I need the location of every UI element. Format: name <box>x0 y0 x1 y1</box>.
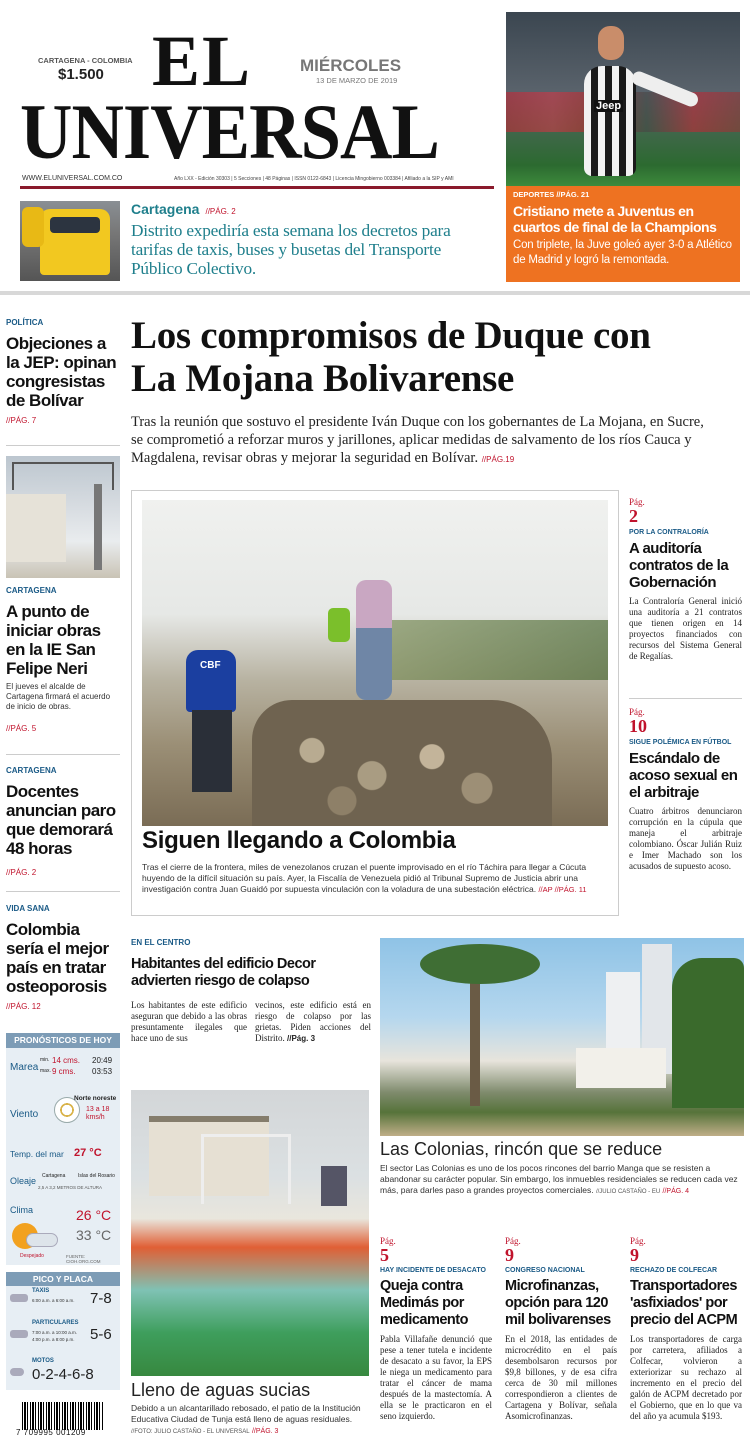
issue-day: MIÉRCOLES <box>300 56 402 75</box>
right-divider <box>629 698 742 699</box>
bottom-headline: Queja contra Medimás por medicamento <box>380 1278 468 1328</box>
right-page-number: 10 <box>629 716 647 736</box>
photo-story-caption <box>142 862 608 895</box>
masthead-title-el: EL <box>152 21 253 101</box>
weather-source: FUENTE: CIOH.ORG.COM <box>66 1254 101 1264</box>
taxis-photo[interactable] <box>20 201 120 281</box>
shirt-logo: CBF <box>200 660 221 671</box>
sidebar-story-osteoporosis[interactable] <box>6 904 120 1011</box>
right-page-label: Pág. <box>629 497 645 507</box>
right-headline: Escándalo de acoso sexual en el arbitraje <box>629 750 738 801</box>
photo-story-headline[interactable]: Siguen llegando a Colombia <box>142 827 456 854</box>
moto-icon <box>10 1368 24 1376</box>
issue-date: 13 DE MARZO DE 2019 <box>316 76 398 85</box>
waves-place-a: Cartagena <box>42 1173 66 1179</box>
taxi-icon <box>10 1294 28 1302</box>
bottom-kicker: HAY INCIDENTE DE DESACATO <box>380 1267 486 1274</box>
taxi-window <box>50 217 100 233</box>
sea-temp-row <box>6 1147 120 1163</box>
pico-particulares-times2: 4:00 p.m. a 8:00 p.m. <box>32 1337 75 1342</box>
aguas-photo[interactable] <box>131 1090 369 1376</box>
bottom-page-label: Pág. <box>505 1236 521 1246</box>
colonias-photo[interactable] <box>380 938 744 1136</box>
sidebar-headline: Objeciones a la JEP: opinan congresistas de Bolívar <box>6 334 117 410</box>
sidebar-story-jep[interactable] <box>6 318 120 425</box>
main-headline[interactable]: Los compromisos de Duque con La Mojana Bolivarense <box>131 314 651 400</box>
weather-title: PRONÓSTICOS DE HOY <box>6 1033 120 1048</box>
masthead-rule <box>20 186 494 189</box>
decor-text-right <box>255 1000 371 1044</box>
people <box>321 1166 347 1206</box>
colonias-credit: //JULIO CASTAÑO - EU <box>595 1189 661 1195</box>
sidebar-page: //PÁG. 12 <box>6 1002 41 1011</box>
palm-leaves <box>420 944 540 984</box>
pico-particulares-digits: 5-6 <box>90 1326 112 1343</box>
sidebar-page: //PÁG. 7 <box>6 416 37 425</box>
tide-max-label: max. <box>40 1068 51 1074</box>
colonias-caption <box>380 1163 744 1198</box>
masthead-title-universal: UNIVERSAL <box>20 88 439 175</box>
bottom-text: Pabla Villafañe denunció que pese a tener tutela e incidente de desacato a su favor, la EPS le niega un medicamento para tratar el cáncer de mama después de la mastectomía. A ella se le practicaron en el seno izquierdo. <box>380 1334 492 1421</box>
colonias-page: //PÁG. 4 <box>662 1188 690 1195</box>
waves-label: Oleaje <box>10 1176 37 1186</box>
right-kicker: POR LA CONTRALORÍA <box>629 529 709 536</box>
sidebar-page: //PÁG. 2 <box>6 868 37 877</box>
photo-story-caption-text: Tras el cierre de la frontera, miles de venezolanos cruzan el puente improvisado en el río Táchira para llegar a Cúcuta huyendo de la difícil situación su país. Ayer, la Fiscalía de Venezuela pidió al Tribunal Supremo de Justicia abrir una investigación contra Juan Guaidó por supuesta vinculación con la voladura de una subestación eléctrica. <box>142 862 587 894</box>
aguas-credit: //FOTO: JULIO CASTAÑO - EL UNIVERSAL <box>131 1429 250 1435</box>
right-page-number: 2 <box>629 506 638 526</box>
sidebar <box>6 318 120 1438</box>
pico-particulares-times1: 7:00 a.m. a 10:00 a.m. <box>32 1330 78 1335</box>
waves-heights: 2,5 A 3,2 METROS DE ALTURA <box>38 1185 102 1190</box>
tide-label: Marea <box>10 1062 39 1073</box>
jersey-sponsor: Jeep <box>596 100 622 112</box>
column <box>94 484 102 570</box>
climate-max: 26 °C <box>76 1207 112 1223</box>
waves-row <box>6 1170 120 1196</box>
bottom-headline: Transportadores 'asfixiados' por precio del ACPM <box>630 1278 738 1328</box>
promo-text: Con triplete, la Juve goleó ayer 3-0 a Atlético de Madrid y logró la remontada. <box>513 239 732 266</box>
issue-info: Año LXX - Edición 30303 | 5 Secciones | 48 Páginas | ISSN 0122-6843 | Licencia Mingobierno 003384 | Afiliado a la SIP y AMI <box>174 176 454 182</box>
aguas-headline[interactable]: Lleno de aguas sucias <box>131 1380 311 1400</box>
sidebar-story-docentes[interactable] <box>6 766 120 877</box>
top-story[interactable] <box>131 201 495 285</box>
riverbank <box>392 620 608 680</box>
bottom-story-medimas[interactable] <box>380 1236 492 1422</box>
right-story-arbitraje[interactable] <box>629 707 742 872</box>
top-story-page: //PÁG. 2 <box>205 207 236 216</box>
promo-photo[interactable] <box>506 12 740 186</box>
wind-direction: Norte noreste <box>74 1095 117 1102</box>
bottom-text: En el 2018, las entidades de microcrédito en el país desembolsaron recursos por $9,8 billones, y de esa cifra cerca de 30 mil millones correspondieron a clientes de Cartagena y Bolívar, señala Asomicrofinanzas. <box>505 1334 617 1421</box>
sidebar-page: //PÁG. 5 <box>6 724 37 733</box>
pico-placa-title: PICO Y PLACA <box>6 1272 120 1286</box>
pico-taxis-times: 6:00 a.m. a 6:00 a.m. <box>32 1298 75 1303</box>
house <box>576 1048 666 1088</box>
right-text: Cuatro árbitros denunciaron corrupción en la cúpula que maneja el arbitraje colombiano. Óscar Julián Ruiz e Imer Machado son los acusados de supuesto acoso. <box>629 806 742 871</box>
main-deck-text: Tras la reunión que sostuvo el presidente Iván Duque con los gobernantes de La Mojana, en Sucre, se comprometió a reforzar muros y jarillones, aplicar medidas de salvamento de los ríos Cauca y Magdalena, revisar obras y mejorar la seguridad en Bolívar. <box>131 414 704 466</box>
pico-motos-digits: 0-2-4-6-8 <box>32 1366 94 1383</box>
tide-min-value: 14 cms. <box>52 1056 81 1065</box>
main-deck <box>131 413 711 469</box>
colonias-headline[interactable]: Las Colonias, rincón que se reduce <box>380 1139 663 1159</box>
decor-page: //Pág. 3 <box>287 1034 316 1043</box>
cloud-shape <box>26 1233 58 1247</box>
wall <box>6 494 66 562</box>
sidebar-kicker: POLÍTICA <box>6 318 44 327</box>
main-deck-page[interactable]: //PÁG.19 <box>481 455 515 464</box>
bottom-kicker: CONGRESO NACIONAL <box>505 1267 585 1274</box>
bottom-kicker: RECHAZO DE COLFECAR <box>630 1267 718 1274</box>
right-text: La Contraloría General inició una auditoría a 21 contratos que tienen origen en 14 proyectos financiados con recursos del Sistema General de Regalías. <box>629 596 742 661</box>
sidebar-headline: A punto de iniciar obras en la IE San Felipe Neri <box>6 602 101 678</box>
man-legs <box>192 710 232 792</box>
rocks <box>252 700 552 826</box>
goal-frame <box>201 1134 291 1204</box>
sidebar-text: El jueves el alcalde de Cartagena firmará el acuerdo de inicio de obras. <box>6 682 111 711</box>
right-kicker: SIGUE POLÉMICA EN FÚTBOL <box>629 739 732 746</box>
decor-text-left: Los habitantes de este edificio aseguran que debido a las obras presuntamente ilegales que hace uno de sus <box>131 1000 247 1043</box>
climate-label: Clima <box>10 1205 34 1215</box>
wind-speed: 13 a 18 kms/h <box>86 1106 110 1121</box>
bottom-page-label: Pág. <box>380 1236 396 1246</box>
tide-min-label: min. <box>40 1057 50 1063</box>
promo-headline: Cristiano mete a Juventus en cuartos de final de la Champions <box>513 203 717 235</box>
promo-photo-player-head <box>598 26 624 60</box>
car-icon <box>10 1330 28 1338</box>
tide-row <box>6 1054 120 1082</box>
aguas-page: //PÁG. 3 <box>251 1428 279 1435</box>
sidebar-headline: Colombia sería el mejor país en tratar osteoporosis <box>6 920 109 996</box>
bottom-story-acpm[interactable] <box>630 1236 742 1422</box>
barcode <box>22 1402 104 1430</box>
decor-story[interactable] <box>131 938 371 1043</box>
climate-row <box>6 1203 120 1263</box>
promo-box[interactable] <box>506 186 740 282</box>
aguas-caption <box>131 1403 369 1438</box>
masthead <box>10 8 498 188</box>
promo-kicker: DEPORTES //PÁG. 21 <box>513 190 590 199</box>
bottom-headline: Microfinanzas, opción para 120 mil bolivarenses <box>505 1278 611 1328</box>
sidebar-divider <box>6 754 120 755</box>
waves-place-b: Islas del Rosario <box>78 1173 115 1179</box>
right-headline: A auditoría contratos de la Gobernación <box>629 540 729 591</box>
header-divider <box>0 291 750 295</box>
climate-min: 33 °C <box>76 1227 112 1243</box>
venezuela-photo[interactable] <box>142 500 608 826</box>
right-page-label: Pág. <box>629 707 645 717</box>
climate-state: Despejado <box>20 1253 44 1259</box>
sea-temp-label: Temp. del mar <box>10 1149 64 1159</box>
bottom-page-number: 9 <box>505 1245 514 1265</box>
sidebar-divider <box>6 891 120 892</box>
sidebar-story-san-felipe[interactable] <box>6 586 120 733</box>
pico-placa-box <box>6 1272 120 1390</box>
price-label: $1.500 <box>58 66 104 83</box>
sidebar-kicker: CARTAGENA <box>6 586 57 595</box>
sea-temp-value: 27 °C <box>74 1147 102 1159</box>
tide-max-value: 9 cms. <box>52 1067 76 1076</box>
bottom-page-number: 9 <box>630 1245 639 1265</box>
promo-photo-player-torso <box>584 66 636 176</box>
pico-particulares-label: PARTICULARES <box>32 1320 79 1326</box>
trees-right <box>672 958 744 1108</box>
right-story-contraloria[interactable] <box>629 497 742 662</box>
website[interactable]: WWW.ELUNIVERSAL.COM.CO <box>22 175 123 182</box>
pico-taxis-digits: 7-8 <box>90 1290 112 1307</box>
bottom-page-label: Pág. <box>630 1236 646 1246</box>
aguas-caption-text: Debido a un alcantarillado rebosado, el patio de la Institución Educativa Ciudad de Tunja está lleno de aguas residuales. <box>131 1403 361 1424</box>
colonias-caption-text: El sector Las Colonias es uno de los pocos rincones del barrio Manga que se resisten a abandonar su carácter popular. Sin embargo, los inmuebles residenciales se reducen cada vez más, para darles paso a grandes proyectos comerciales. <box>380 1163 738 1195</box>
bottom-story-microfinanzas[interactable] <box>505 1236 617 1422</box>
top-story-headline: Distrito expediría esta semana los decretos para tarifas de taxis, buses y busetas del Transporte Público Colectivo. <box>131 221 451 278</box>
pico-taxis-label: TAXIS <box>32 1288 50 1294</box>
sidebar-kicker: CARTAGENA <box>6 766 57 775</box>
barcode-number: 7 709995 001209 <box>16 1428 86 1437</box>
tide-min-time: 20:49 <box>92 1056 113 1065</box>
sidebar-headline: Docentes anuncian paro que demorará 48 horas <box>6 782 116 858</box>
city-label: CARTAGENA - COLOMBIA <box>38 56 133 65</box>
woman-figure <box>356 580 392 700</box>
green-bag <box>328 608 350 642</box>
top-story-section: Cartagena <box>131 201 200 217</box>
wind-label: Viento <box>10 1109 39 1120</box>
bottom-text: Los transportadores de carga por carretera, afiliados a Colfecar, volvieron a exteriorizar su rechazo al incremento en el precio del galón de ACPM decretado por el Gobierno, que en lo que va del año ya acumula $193. <box>630 1334 742 1421</box>
decor-headline: Habitantes del edificio Decor advierten riesgo de colapso <box>131 956 316 989</box>
tide-max-time: 03:53 <box>92 1067 113 1076</box>
bottom-page-number: 5 <box>380 1245 389 1265</box>
sidebar-school-photo[interactable] <box>6 456 120 578</box>
pico-motos-label: MOTOS <box>32 1358 54 1364</box>
wind-row <box>6 1089 120 1137</box>
photo-story-credit: //AP //PÁG. 11 <box>538 885 587 894</box>
sidebar-kicker: VIDA SANA <box>6 904 50 913</box>
decor-kicker: EN EL CENTRO <box>131 938 191 947</box>
taxi-2 <box>22 207 44 247</box>
sidebar-divider <box>6 445 120 446</box>
decor-text-right-body: vecinos, este edificio está en riesgo de colapso por las grietas. Piden acciones del Distrito. <box>255 1000 371 1043</box>
